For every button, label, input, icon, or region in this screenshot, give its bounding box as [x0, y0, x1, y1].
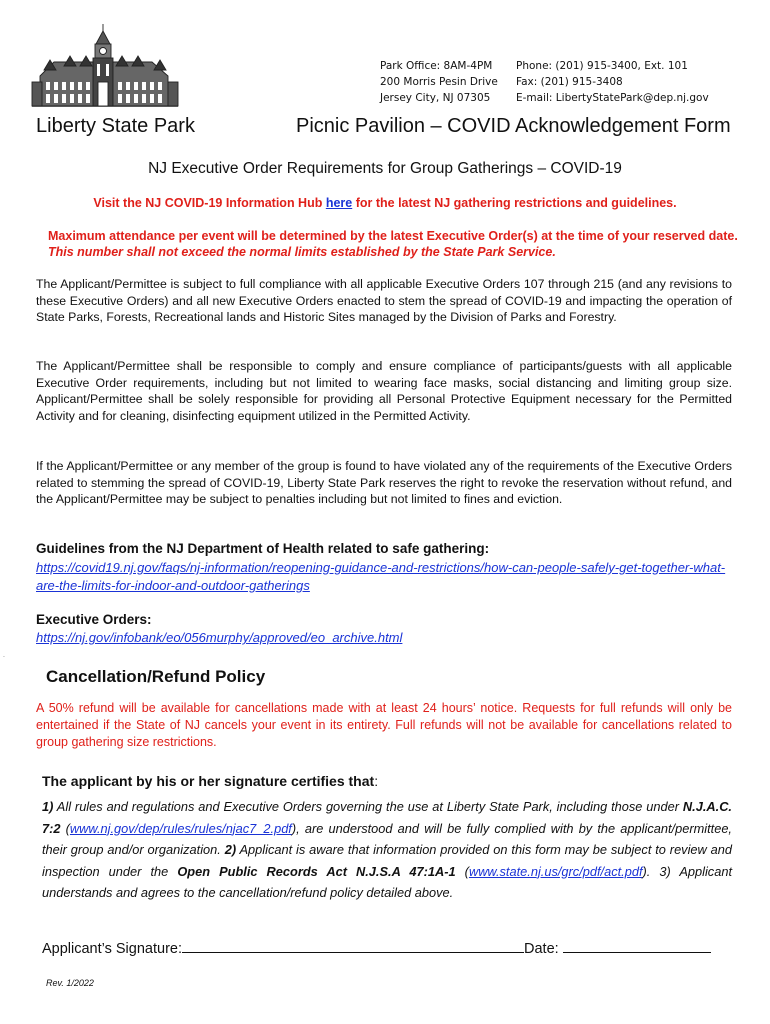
njac-link[interactable]: www.nj.gov/dep/rules/rules/njac7_2.pdf	[69, 820, 292, 836]
certification-heading-colon: :	[374, 773, 379, 789]
date-field[interactable]	[563, 939, 711, 953]
cert-text-3: ), are understood and will be fully complied with by the applicant/permittee, their group and/or organization.	[42, 820, 732, 857]
compliance-paragraph: The Applicant/Permittee is subject to full compliance with all applicable Executive Orders 107 through 215 (and any revisions to these Executive Orders) and all new Executive Orders enacted to stem the spread of COVID-19 and impacting the operation of State Parks, Forests, Recreational lands and Historic Sites managed by the Division of Parks and Forestry.	[36, 277, 732, 325]
cancellation-policy-text: A 50% refund will be available for cancellations made with at least 24 hours’ notice. Requests for full refunds will only be entertained if the State of NJ cancels your event in its entirety. Full refunds will not be available for cancellations related to group gathering size restrictions.	[36, 701, 732, 749]
covid-hub-link[interactable]: here	[325, 196, 353, 210]
liberty-state-park-terminal-logo	[30, 22, 180, 110]
cert-text-1: All rules and regulations and Executive Orders governing the use at Liberty State Park, including those under	[53, 799, 683, 814]
opra-link[interactable]: www.state.nj.us/grc/pdf/act.pdf	[468, 863, 643, 879]
executive-orders-link[interactable]: https://nj.gov/infobank/eo/056murphy/approved/eo_archive.html	[36, 630, 403, 645]
cancellation-heading: Cancellation/Refund Policy	[46, 667, 266, 686]
item-number-1: 1)	[42, 799, 54, 814]
covid-hub-text-before: Visit the NJ COVID-19 Information Hub	[93, 196, 326, 210]
covid-hub-notice	[0, 196, 770, 210]
signature-row	[42, 939, 711, 957]
attendance-notice	[48, 228, 738, 260]
guidelines-heading: Guidelines from the NJ Department of Health related to safe gathering:	[36, 541, 490, 556]
form-subtitle: NJ Executive Order Requirements for Group Gatherings – COVID-19	[148, 160, 622, 177]
revision-note: Rev. 1/2022	[46, 978, 94, 988]
responsibility-paragraph: The Applicant/Permittee shall be responsible to comply and ensure compliance of participants/guests with all applicable Executive Order requirements, including but not limited to wearing face masks, social distancing and limiting group size. Applicant/Permittee shall be solely responsible for providing all Personal Protective Equipment necessary for the Permitted Activity and for cleaning, disinfecting equipment utilized in the Permitted Activity.	[36, 359, 732, 423]
certification-text	[42, 796, 732, 904]
opra-reference: Open Public Records Act N.J.S.A 47:1A-1	[177, 863, 456, 879]
njac-reference: N.J.A.C. 7:2	[42, 799, 732, 836]
form-title: Picnic Pavilion – COVID Acknowledgement Form	[296, 115, 731, 137]
covid-hub-text-after: for the latest NJ gathering restrictions and guidelines.	[352, 196, 677, 210]
attendance-main: Maximum attendance per event will be determined by the latest Executive Order(s) at the time of your reserved date.	[48, 229, 738, 243]
margin-mark: .	[3, 652, 5, 659]
phone-number: Phone: (201) 915-3400, Ext. 101	[516, 60, 688, 72]
signature-field[interactable]	[182, 939, 524, 953]
fax-number: Fax: (201) 915-3408	[516, 76, 623, 88]
attendance-emphasis: This number shall not exceed the normal limits established by the State Park Service.	[48, 245, 556, 259]
certification-heading-text: The applicant by his or her signature certifies that	[42, 773, 375, 789]
cert-text-2: (	[60, 820, 70, 836]
park-office-address	[380, 58, 498, 106]
email-address: E-mail: LibertyStatePark@dep.nj.gov	[516, 92, 709, 104]
executive-orders-heading: Executive Orders:	[36, 612, 152, 627]
guidelines-link[interactable]: https://covid19.nj.gov/faqs/nj-information/reopening-guidance-and-restrictions/how-can-people-safely-get-together-what-are-the-limits-for-indoor-and-outdoor-gatherings	[36, 560, 726, 593]
cert-text-6: ). 3) Applicant understands and agrees to the cancellation/refund policy detailed above.	[42, 863, 732, 900]
office-city: Jersey City, NJ 07305	[380, 92, 491, 104]
cert-text-5: (	[455, 863, 469, 879]
park-name: Liberty State Park	[36, 115, 195, 137]
park-contact-info	[516, 58, 709, 106]
date-label: Date:	[524, 941, 559, 957]
office-hours: Park Office: 8AM-4PM	[380, 60, 493, 72]
violation-paragraph: If the Applicant/Permittee or any member of the group is found to have violated any of the requirements of the Executive Orders related to stemming the spread of COVID-19, Liberty State Park reserves the right to revoke the reservation without refund, and the Applicant/Permittee may be subject to penalties including but not limited to fines and eviction.	[36, 459, 732, 507]
signature-label: Applicant’s Signature:	[42, 941, 182, 957]
item-number-2: 2)	[224, 842, 237, 857]
office-street: 200 Morris Pesin Drive	[380, 76, 498, 88]
cert-text-4: Applicant is aware that information provided on this form may be subject to review and inspection under the	[42, 842, 733, 879]
certification-heading	[42, 773, 378, 789]
